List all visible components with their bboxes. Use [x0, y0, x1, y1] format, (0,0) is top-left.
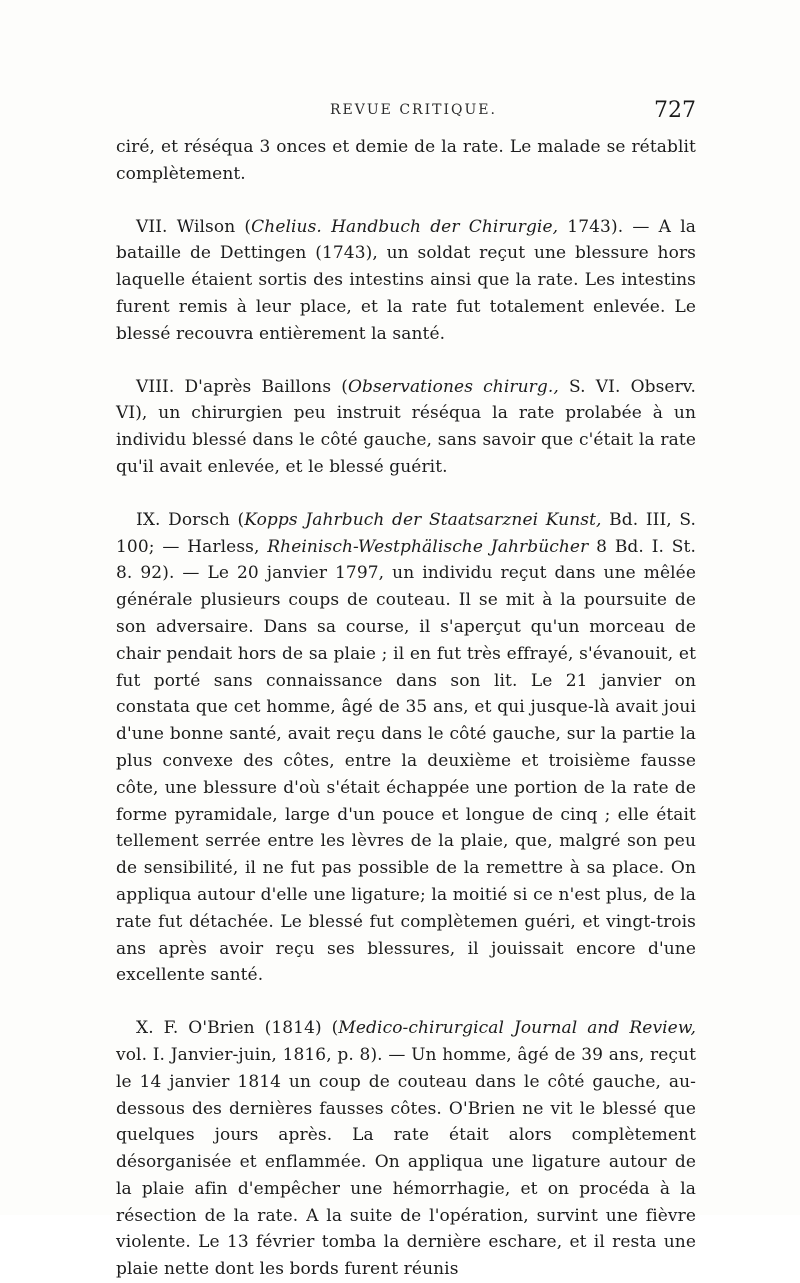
case-vii-citation: Chelius. Handbuch der Chirurgie, [251, 216, 559, 237]
case-vii-paragraph [116, 214, 696, 348]
case-x-paragraph [116, 1015, 696, 1283]
case-ix-lead: IX. Dorsch ( [136, 509, 245, 530]
paragraph-continuation: ciré, et réséqua 3 onces et demie de la rate. Le malade se rétablit complètement. [116, 137, 696, 184]
case-x-text: vol. I. Janvier-juin, 1816, p. 8). — Un homme, âgé de 39 ans, reçut le 14 janvier 1814 un coup de couteau dans le côté gauche, au-dessous des dernières fausses côtes. O'Brien ne vit le blessé que quelques jours après. La rate était alors complètement désorganisée et enflammée. On appliqua une ligature autour de la plaie afin d'empêcher une hémorrhagie, et on procéda à la résection de la rate. A la suite de l'opération, survint une fièvre violente. Le 13 février tomba la dernière eschare, et il resta une plaie nette dont les bords furent réunis [116, 1044, 696, 1280]
case-viii-text: S. VI. Observ. VI), un chirurgien peu instruit réséqua la rate prolabée à un individu blessé dans le côté gauche, sans savoir que c'était la rate qu'il avait enlevée, et le blessé guérit. [116, 376, 696, 477]
case-ix-text: 8 Bd. I. St. 8. 92). — Le 20 janvier 1797, un individu reçut dans une mêlée générale plusieurs coups de couteau. Il se mit à la poursuite de son adversaire. Dans sa course, il s'aperçut qu'un morceau de chair pendait hors de sa plaie ; il en fut très effrayé, s'évanouit, et fut porté sans connaissance dans son lit. Le 21 janvier on constata que cet homme, âgé de 35 ans, et qui jusque-là avait joui d'une bonne santé, avait reçu dans le côté gauche, sur la partie la plus convexe des côtes, entre la deuxième et troisième fausse côte, une blessure d'où s'était échappée une portion de la rate de forme pyramidale, large d'un pouce et longue de cinq ; elle était tellement serrée entre les lèvres de la plaie, que, malgré son peu de sensibilité, il ne fut pas possible de la remettre à sa place. On appliqua autour d'elle une ligature; la moitié si ce n'est plus, de la rate fut détachée. Le blessé fut complètemen guéri, et vingt-trois ans après avoir reçu ses blessures, il jouissait encore d'une excellente santé. [116, 536, 696, 986]
paragraph-gap [116, 989, 696, 1015]
paragraph-gap [116, 188, 696, 214]
case-ix-paragraph [116, 507, 696, 989]
case-viii-citation: Observationes chirurg., [348, 376, 559, 397]
case-x-citation: Medico-chirurgical Journal and Review, [338, 1018, 696, 1039]
page-number: 727 [654, 98, 696, 123]
running-title: REVUE CRITIQUE. [330, 102, 497, 118]
case-viii-lead: VIII. D'après Baillons ( [136, 376, 349, 397]
paragraph-gap [116, 481, 696, 507]
running-head [116, 98, 696, 128]
case-vii-lead: VII. Wilson ( [136, 216, 252, 237]
case-ix-citation-1: Kopps Jahrbuch der Staatsarznei Kunst, [244, 509, 602, 530]
case-x-lead: X. F. O'Brien (1814) ( [136, 1018, 339, 1039]
body-text [116, 134, 696, 1283]
case-ix-citation-2: Rheinisch-Westphälische Jahrbücher [267, 536, 589, 557]
case-ix-mid: Bd. III, S. 100; — Harless, [116, 509, 697, 557]
case-viii-paragraph [116, 374, 696, 481]
paragraph-gap [116, 348, 696, 374]
case-vii-text: 1743). — A la bataille de Dettingen (1743), un soldat reçut une blessure hors laquelle étaient sortis des intestins ainsi que la rate. Les intestins furent remis à leur place, et la rate fut totalement enlevée. Le blessé recouvra entièrement la santé. [116, 216, 696, 344]
